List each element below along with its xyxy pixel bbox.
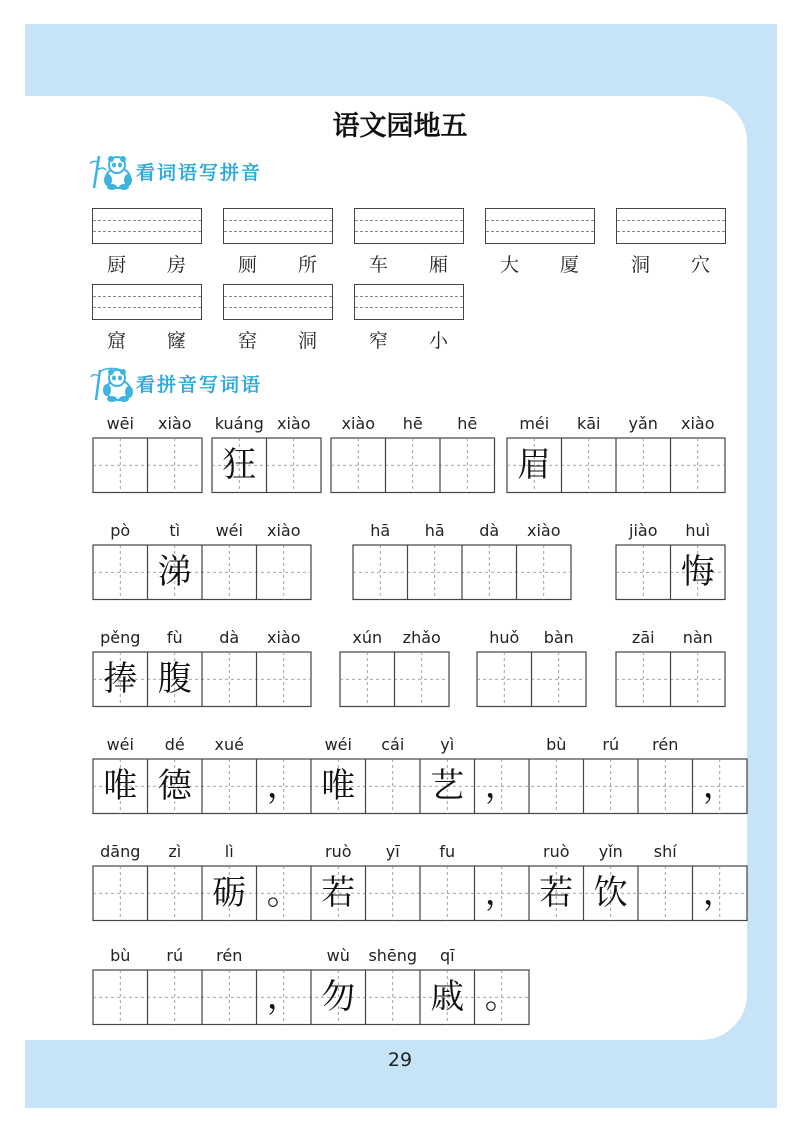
answer-cell[interactable] (267, 438, 322, 493)
answer-cell[interactable] (340, 652, 395, 707)
pinyin-label: dà (219, 628, 240, 647)
punctuation-mark: ， (484, 766, 519, 806)
given-character: 若 (539, 873, 574, 913)
pinyin-label: wéi (324, 735, 352, 754)
pinyin-label: bù (546, 735, 567, 754)
word-character: 穴 (691, 254, 711, 276)
given-character: 捧 (103, 659, 138, 699)
given-character: 德 (157, 766, 192, 806)
answer-cell[interactable] (93, 438, 148, 493)
word-character: 车 (369, 254, 389, 276)
answer-cell[interactable] (386, 438, 441, 493)
pinyin-label: fu (439, 842, 456, 861)
pinyin-label: yǎn (628, 414, 658, 433)
answer-cell[interactable] (420, 866, 475, 921)
given-character: 眉 (517, 445, 552, 485)
punctuation-mark: 。 (266, 873, 301, 913)
punctuation-mark: 。 (484, 977, 519, 1017)
answer-cell[interactable] (366, 970, 421, 1025)
given-character: 涕 (157, 552, 192, 592)
answer-cell[interactable] (616, 545, 671, 600)
word-character: 窿 (167, 330, 187, 352)
pinyin-label: zì (168, 842, 182, 861)
answer-cell[interactable] (395, 652, 450, 707)
pinyin-label: xiào (157, 414, 192, 433)
pinyin-label: bù (110, 946, 131, 965)
word-character: 厕 (238, 254, 258, 276)
pinyin-label: huì (685, 521, 711, 540)
pinyin-label: qī (439, 946, 455, 965)
pinyin-label: xiào (680, 414, 715, 433)
answer-cell[interactable] (638, 866, 693, 921)
pinyin-label: hē (457, 414, 478, 433)
word-character: 窄 (369, 330, 389, 352)
punctuation-mark: ， (484, 873, 519, 913)
given-character: 砺 (212, 873, 247, 913)
answer-cell[interactable] (616, 652, 671, 707)
pinyin-label: dāng (100, 842, 141, 861)
pinyin-label: rú (166, 946, 184, 965)
word-character: 洞 (298, 330, 318, 352)
answer-cell[interactable] (517, 545, 572, 600)
given-character: 饮 (593, 873, 628, 913)
pinyin-label: hā (424, 521, 445, 540)
pinyin-label: zāi (631, 628, 655, 647)
answer-cell[interactable] (257, 545, 312, 600)
pinyin-label: pò (110, 521, 131, 540)
pinyin-label: kuáng (214, 414, 264, 433)
punctuation-mark: ， (266, 766, 301, 806)
answer-cell[interactable] (93, 866, 148, 921)
pinyin-label: dé (164, 735, 185, 754)
answer-cell[interactable] (562, 438, 617, 493)
answer-cell[interactable] (462, 545, 517, 600)
pinyin-label: yǐn (598, 842, 623, 861)
pinyin-label: wéi (106, 735, 134, 754)
given-character: 狂 (222, 445, 257, 485)
answer-cell[interactable] (638, 759, 693, 814)
pinyin-label: lì (224, 842, 234, 861)
answer-cell[interactable] (331, 438, 386, 493)
pinyin-label: rú (602, 735, 620, 754)
word-character: 厢 (429, 254, 449, 276)
pinyin-label: cái (381, 735, 405, 754)
pinyin-label: méi (519, 414, 550, 433)
answer-cell[interactable] (202, 759, 257, 814)
pinyin-label: fù (166, 628, 183, 647)
answer-cell[interactable] (671, 438, 726, 493)
punctuation-mark: ， (702, 873, 737, 913)
page-number: 29 (387, 1049, 413, 1071)
pinyin-label: shēng (368, 946, 418, 965)
pinyin-label: xiào (341, 414, 375, 433)
pinyin-label: pěng (100, 628, 141, 647)
pinyin-label: wéi (215, 521, 243, 540)
answer-cell[interactable] (148, 438, 203, 493)
pinyin-label: nàn (682, 628, 713, 647)
word-character: 大 (500, 254, 520, 276)
punctuation-mark: ， (266, 977, 301, 1017)
pinyin-label: xiào (526, 521, 561, 540)
answer-cell[interactable] (93, 545, 148, 600)
section-title: 看词语写拼音 (136, 162, 263, 184)
answer-cell[interactable] (532, 652, 587, 707)
pinyin-label: yī (385, 842, 400, 861)
pinyin-label: rén (216, 946, 243, 965)
pinyin-label: tì (169, 521, 181, 540)
given-character: 戚 (430, 977, 465, 1017)
answer-cell[interactable] (529, 759, 584, 814)
answer-cell[interactable] (93, 970, 148, 1025)
pinyin-label: shí (653, 842, 677, 861)
pinyin-label: wēi (106, 414, 134, 433)
pinyin-label: ruò (542, 842, 570, 861)
given-character: 悔 (680, 552, 715, 592)
word-character: 房 (167, 254, 187, 276)
answer-cell[interactable] (616, 438, 671, 493)
word-character: 窑 (238, 330, 258, 352)
pinyin-label: wù (326, 946, 350, 965)
pinyin-label: bàn (543, 628, 574, 647)
pinyin-label: xiào (266, 628, 301, 647)
given-character: 勿 (321, 977, 356, 1017)
pinyin-label: huǒ (489, 628, 520, 647)
word-character: 所 (298, 254, 318, 276)
answer-cell[interactable] (584, 759, 639, 814)
answer-cell[interactable] (202, 652, 257, 707)
given-character: 唯 (103, 766, 138, 806)
given-character: 艺 (430, 766, 465, 806)
page-title: 语文园地五 (332, 111, 468, 142)
answer-cell[interactable] (353, 545, 408, 600)
given-character: 腹 (157, 659, 192, 699)
given-character: 若 (321, 873, 356, 913)
pinyin-label: ruò (324, 842, 352, 861)
pinyin-label: hā (370, 521, 391, 540)
answer-cell[interactable] (202, 970, 257, 1025)
answer-cell[interactable] (148, 866, 203, 921)
word-character: 小 (429, 330, 449, 352)
pinyin-label: zhǎo (402, 628, 441, 647)
pinyin-label: kāi (576, 414, 601, 433)
answer-cell[interactable] (202, 545, 257, 600)
answer-cell[interactable] (671, 652, 726, 707)
word-character: 洞 (631, 254, 651, 276)
answer-cell[interactable] (440, 438, 495, 493)
word-character: 窟 (107, 330, 127, 352)
pinyin-label: jiào (629, 521, 658, 540)
pinyin-label: xún (352, 628, 383, 647)
pinyin-label: hē (402, 414, 423, 433)
pinyin-label: xué (214, 735, 244, 754)
section-title: 看拼音写词语 (136, 374, 263, 396)
answer-cell[interactable] (477, 652, 532, 707)
pinyin-label: xiào (266, 521, 301, 540)
answer-cell[interactable] (408, 545, 463, 600)
pinyin-label: yì (440, 735, 455, 754)
pinyin-label: rén (652, 735, 679, 754)
answer-cell[interactable] (366, 866, 421, 921)
answer-cell[interactable] (257, 652, 312, 707)
answer-cell[interactable] (148, 970, 203, 1025)
punctuation-mark: ， (702, 766, 737, 806)
pinyin-label: xiào (276, 414, 311, 433)
given-character: 唯 (321, 766, 356, 806)
pinyin-label: dà (479, 521, 500, 540)
word-character: 厦 (560, 254, 580, 276)
word-character: 厨 (107, 254, 127, 276)
answer-cell[interactable] (366, 759, 421, 814)
